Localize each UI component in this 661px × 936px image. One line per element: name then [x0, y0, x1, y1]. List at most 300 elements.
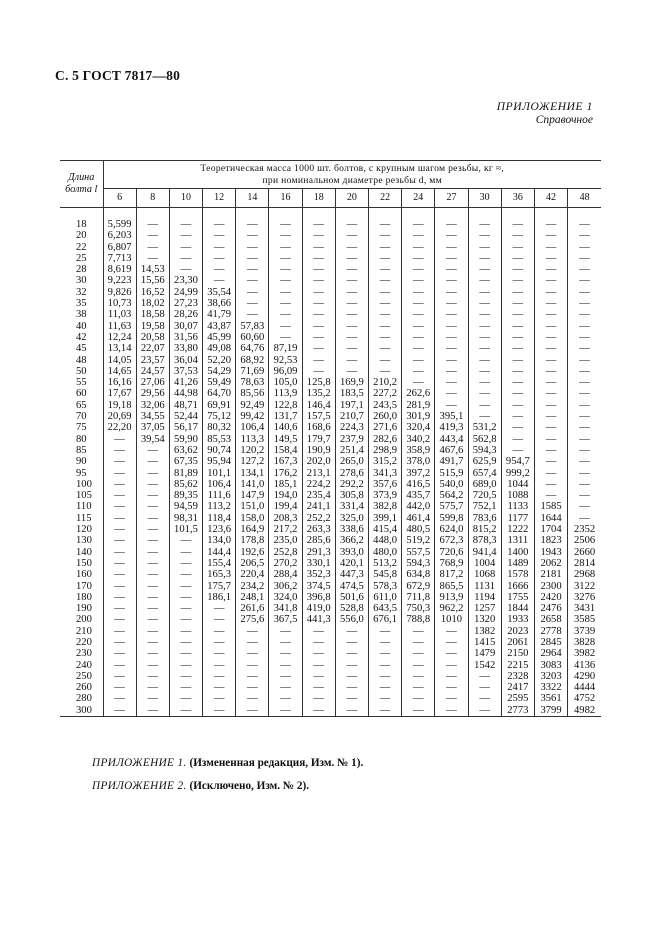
mass-cell: — [435, 637, 468, 648]
mass-cell: — [169, 637, 202, 648]
mass-cell: 33,80 [169, 343, 202, 354]
mass-cell: 135,2 [302, 388, 335, 399]
mass-cell: 320,4 [402, 422, 435, 433]
mass-cell: — [169, 558, 202, 569]
mass-cell: 134,1 [236, 468, 269, 479]
mass-cell: 2023 [501, 626, 534, 637]
mass-cell: 224,3 [335, 422, 368, 433]
mass-cell: — [169, 569, 202, 580]
diameter-header: 16 [269, 188, 302, 207]
bolt-length-cell: 20 [76, 230, 87, 242]
mass-cell: 251,4 [335, 445, 368, 456]
mass-cell: 56,17 [169, 422, 202, 433]
mass-cell: — [402, 253, 435, 264]
mass-cell: — [435, 343, 468, 354]
mass-cell: 2062 [534, 558, 567, 569]
mass-cell: — [302, 219, 335, 230]
mass-cell: — [468, 411, 501, 422]
mass-cell: 18,02 [136, 298, 169, 309]
mass-cell: 96,09 [269, 366, 302, 377]
spacer-cell [169, 208, 202, 220]
mass-cell: — [203, 626, 236, 637]
mass-cell: — [568, 355, 601, 366]
spacer-cell [269, 208, 302, 220]
mass-cell: — [136, 501, 169, 512]
mass-cell: — [501, 321, 534, 332]
mass-cell: 234,2 [236, 581, 269, 592]
mass-cell: 16,52 [136, 287, 169, 298]
mass-cell: — [169, 682, 202, 693]
bolt-length-cell: 60 [76, 388, 87, 400]
mass-cell: 1068 [468, 569, 501, 580]
mass-cell: — [369, 309, 402, 320]
mass-cell: 1704 [534, 524, 567, 535]
mass-cell: 330,1 [302, 558, 335, 569]
mass-cell: 419,3 [435, 422, 468, 433]
mass-cell: — [302, 705, 335, 717]
mass-cell: — [501, 264, 534, 275]
mass-cell: — [369, 219, 402, 230]
mass-cell: — [468, 705, 501, 717]
mass-cell: — [501, 411, 534, 422]
mass-cell: — [203, 230, 236, 241]
bolt-length-cell: 28 [76, 264, 87, 276]
mass-cell: 382,8 [369, 501, 402, 512]
mass-cell: 1823 [534, 535, 567, 546]
mass-cell: 3828 [568, 637, 601, 648]
mass-cell: 338,6 [335, 524, 368, 535]
mass-cell: — [435, 355, 468, 366]
mass-cell: 92,53 [269, 355, 302, 366]
mass-cell: — [335, 332, 368, 343]
table-row [60, 275, 601, 286]
table-row [60, 422, 601, 433]
mass-cell: — [435, 660, 468, 671]
mass-cell: — [534, 298, 567, 309]
mass-cell: 98,31 [169, 513, 202, 524]
table-row [60, 581, 601, 592]
note-appendix-1 [92, 757, 363, 769]
bolt-length-cell: 220 [76, 636, 92, 648]
table-row [60, 434, 601, 445]
mass-cell: 113,2 [203, 501, 236, 512]
mass-cell: — [369, 298, 402, 309]
mass-cell: 750,3 [402, 603, 435, 614]
mass-cell: — [534, 264, 567, 275]
mass-cell: — [169, 626, 202, 637]
mass-cell: — [335, 626, 368, 637]
mass-cell: 2150 [501, 648, 534, 659]
mass-cell: 186,1 [203, 592, 236, 603]
mass-cell: 419,0 [302, 603, 335, 614]
mass-cell: 1382 [468, 626, 501, 637]
mass-cell: — [402, 275, 435, 286]
mass-cell: 448,0 [369, 535, 402, 546]
diameter-header: 36 [501, 188, 534, 207]
mass-cell: — [169, 230, 202, 241]
mass-cell: 164,9 [236, 524, 269, 535]
mass-cell: 331,4 [335, 501, 368, 512]
mass-cell: 7,713 [103, 253, 136, 264]
table-row [60, 479, 601, 490]
mass-cell: 169,9 [335, 377, 368, 388]
mass-cell: — [203, 682, 236, 693]
mass-cell: — [468, 253, 501, 264]
mass-cell: — [103, 603, 136, 614]
mass-cell: 1320 [468, 614, 501, 625]
mass-cell: 491,7 [435, 456, 468, 467]
mass-cell: — [468, 366, 501, 377]
mass-cell: 625,9 [468, 456, 501, 467]
mass-cell: — [236, 637, 269, 648]
mass-cell: 22,07 [136, 343, 169, 354]
table-row [60, 343, 601, 354]
mass-cell: — [402, 660, 435, 671]
mass-cell: 140,6 [269, 422, 302, 433]
mass-cell: 305,8 [335, 490, 368, 501]
mass-cell: 151,0 [236, 501, 269, 512]
mass-cell: 752,1 [468, 501, 501, 512]
mass-cell: — [369, 637, 402, 648]
mass-cell: — [402, 671, 435, 682]
mass-cell: — [302, 671, 335, 682]
mass-cell: — [435, 388, 468, 399]
mass-cell: — [335, 321, 368, 332]
bolt-length-cell: 150 [76, 557, 92, 569]
mass-cell: — [568, 513, 601, 524]
diameter-header: 6 [103, 188, 136, 207]
mass-cell: 19,58 [136, 321, 169, 332]
mass-cell: — [435, 377, 468, 388]
mass-cell: 2181 [534, 569, 567, 580]
mass-cell: — [136, 219, 169, 230]
mass-cell: — [568, 298, 601, 309]
mass-cell: — [501, 219, 534, 230]
bolt-length-cell: 65 [76, 399, 87, 411]
mass-cell: 36,04 [169, 355, 202, 366]
mass-cell: 306,2 [269, 581, 302, 592]
mass-cell: — [236, 671, 269, 682]
mass-cell: 557,5 [402, 547, 435, 558]
mass-cell: — [468, 264, 501, 275]
mass-cell: — [501, 230, 534, 241]
mass-cell: — [302, 648, 335, 659]
mass-cell: 1943 [534, 547, 567, 558]
mass-cell: — [501, 332, 534, 343]
mass-cell: 202,0 [302, 456, 335, 467]
spacer-cell [302, 208, 335, 220]
mass-cell: 90,74 [203, 445, 236, 456]
mass-cell: 545,8 [369, 569, 402, 580]
mass-cell: 4982 [568, 705, 601, 717]
spacer-cell [60, 208, 103, 220]
table-row [60, 355, 601, 366]
mass-cell: — [269, 242, 302, 253]
diameter-header: 8 [136, 188, 169, 207]
mass-cell: 575,7 [435, 501, 468, 512]
bolt-length-cell: 70 [76, 411, 87, 423]
mass-cell: 1004 [468, 558, 501, 569]
mass-cell: 8,619 [103, 264, 136, 275]
mass-cell: 519,2 [402, 535, 435, 546]
mass-cell: — [103, 479, 136, 490]
mass-cell: 81,89 [169, 468, 202, 479]
mass-cell: — [103, 671, 136, 682]
mass-cell: — [402, 705, 435, 717]
mass-cell: 192,6 [236, 547, 269, 558]
spacer-cell [203, 208, 236, 220]
mass-cell: — [302, 253, 335, 264]
mass-cell: 2328 [501, 671, 534, 682]
mass-cell: — [269, 253, 302, 264]
table-row [60, 535, 601, 546]
mass-cell: 14,05 [103, 355, 136, 366]
mass-cell: 261,6 [236, 603, 269, 614]
bolt-length-cell: 120 [76, 524, 92, 536]
mass-cell: 3982 [568, 648, 601, 659]
spacer-cell [402, 208, 435, 220]
mass-cell: — [136, 581, 169, 592]
mass-cell: — [501, 298, 534, 309]
mass-cell: 1479 [468, 648, 501, 659]
mass-cell: — [236, 693, 269, 704]
mass-cell: 1666 [501, 581, 534, 592]
mass-cell: — [136, 603, 169, 614]
mass-cell: 183,5 [335, 388, 368, 399]
mass-cell: — [169, 693, 202, 704]
mass-cell: — [468, 400, 501, 411]
mass-cell: — [435, 309, 468, 320]
mass-cell: 106,4 [236, 422, 269, 433]
table-row [60, 501, 601, 512]
mass-cell: — [369, 648, 402, 659]
mass-cell: — [501, 242, 534, 253]
mass-cell: 14,53 [136, 264, 169, 275]
mass-cell: 480,0 [369, 547, 402, 558]
table-row [60, 682, 601, 693]
mass-cell: 913,9 [435, 592, 468, 603]
mass-cell: — [501, 309, 534, 320]
mass-cell: — [369, 705, 402, 717]
mass-cell: — [369, 287, 402, 298]
mass-cell: — [269, 275, 302, 286]
mass-cell: 224,2 [302, 479, 335, 490]
mass-cell: — [534, 422, 567, 433]
mass-cell: 9,826 [103, 287, 136, 298]
mass-cell: 123,6 [203, 524, 236, 535]
mass-cell: — [269, 637, 302, 648]
mass-cell: 13,14 [103, 343, 136, 354]
mass-cell: — [169, 648, 202, 659]
mass-cell: 3585 [568, 614, 601, 625]
mass-cell: — [468, 693, 501, 704]
mass-cell: — [568, 490, 601, 501]
mass-cell: 11,63 [103, 321, 136, 332]
mass-cell: 18,58 [136, 309, 169, 320]
mass-cell: — [335, 264, 368, 275]
table-row [60, 569, 601, 580]
spacer-cell [103, 208, 136, 220]
mass-cell: — [103, 581, 136, 592]
mass-cell: 373,9 [369, 490, 402, 501]
mass-cell: 416,5 [402, 479, 435, 490]
mass-cell: — [136, 456, 169, 467]
mass-cell: 292,2 [335, 479, 368, 490]
mass-cell: — [103, 569, 136, 580]
mass-cell: 75,12 [203, 411, 236, 422]
mass-cell: — [269, 230, 302, 241]
mass-cell: — [103, 524, 136, 535]
bolt-length-cell: 260 [76, 682, 92, 694]
mass-cell: — [435, 332, 468, 343]
mass-cell: 155,4 [203, 558, 236, 569]
mass-cell: — [302, 343, 335, 354]
mass-cell: — [302, 355, 335, 366]
mass-cell: — [435, 242, 468, 253]
mass-cell: — [568, 264, 601, 275]
mass-cell: 999,2 [501, 468, 534, 479]
spacer-cell [501, 208, 534, 220]
mass-cell: 27,06 [136, 377, 169, 388]
mass-cell: 2660 [568, 547, 601, 558]
mass-cell: 1933 [501, 614, 534, 625]
mass-cell: — [269, 682, 302, 693]
mass-cell: — [402, 230, 435, 241]
mass-cell: 144,4 [203, 547, 236, 558]
mass-cell: 157,5 [302, 411, 335, 422]
mass-cell: 528,8 [335, 603, 368, 614]
mass-cell: 783,6 [468, 513, 501, 524]
mass-cell: — [435, 400, 468, 411]
mass-cell: 59,49 [203, 377, 236, 388]
table-row [60, 705, 601, 717]
mass-cell: 301,9 [402, 411, 435, 422]
mass-cell: 672,3 [435, 535, 468, 546]
mass-cell: 720,6 [435, 547, 468, 558]
mass-cell: — [302, 264, 335, 275]
mass-cell: — [501, 388, 534, 399]
mass-cell: 1489 [501, 558, 534, 569]
mass-cell: — [468, 275, 501, 286]
mass-cell: — [568, 388, 601, 399]
spacer-cell [468, 208, 501, 220]
mass-cell: — [103, 558, 136, 569]
mass-cell: 1133 [501, 501, 534, 512]
mass-cell: 185,1 [269, 479, 302, 490]
mass-cell: — [501, 400, 534, 411]
mass-cell: 1585 [534, 501, 567, 512]
spacer-row [60, 208, 601, 220]
mass-cell: 393,0 [335, 547, 368, 558]
spacer-cell [136, 208, 169, 220]
mass-cell: 442,0 [402, 501, 435, 512]
mass-cell: 32,06 [136, 400, 169, 411]
mass-cell: — [435, 287, 468, 298]
mass-cell: — [534, 400, 567, 411]
mass-cell: — [335, 366, 368, 377]
mass-cell: 3083 [534, 660, 567, 671]
mass-cell: 31,56 [169, 332, 202, 343]
mass-cell: — [203, 671, 236, 682]
table-row [60, 366, 601, 377]
bolt-length-cell: 300 [60, 705, 103, 717]
mass-cell: 3739 [568, 626, 601, 637]
mass-cell: — [369, 230, 402, 241]
mass-cell: — [534, 230, 567, 241]
mass-cell: — [136, 253, 169, 264]
mass-cell: 20,58 [136, 332, 169, 343]
mass-cell: 235,4 [302, 490, 335, 501]
bolt-length-cell: 280 [76, 693, 92, 705]
bolt-length-cell: 42 [76, 331, 87, 343]
mass-cell: 210,7 [335, 411, 368, 422]
mass-cell: 357,6 [369, 479, 402, 490]
mass-cell: — [435, 626, 468, 637]
spacer-cell [435, 208, 468, 220]
mass-cell: 210,2 [369, 377, 402, 388]
mass-cell: — [335, 298, 368, 309]
mass-cell: 237,9 [335, 434, 368, 445]
bolt-length-cell: 90 [76, 456, 87, 468]
mass-cell: 3203 [534, 671, 567, 682]
bolt-length-cell: 100 [76, 478, 92, 490]
mass-cell: 281,9 [402, 400, 435, 411]
mass-cell: 127,2 [236, 456, 269, 467]
mass-cell: 420,1 [335, 558, 368, 569]
mass-cell: 1088 [501, 490, 534, 501]
mass-cell: 19,18 [103, 400, 136, 411]
mass-cell: 12,24 [103, 332, 136, 343]
bolt-length-cell: 45 [76, 343, 87, 355]
mass-cell: — [169, 592, 202, 603]
mass-cell: — [369, 693, 402, 704]
mass-cell: — [435, 253, 468, 264]
mass-cell: — [369, 275, 402, 286]
mass-cell: 2215 [501, 660, 534, 671]
mass-cell: — [369, 682, 402, 693]
mass-cell: — [568, 411, 601, 422]
mass-cell: — [468, 388, 501, 399]
bolt-length-cell: 200 [76, 614, 92, 626]
mass-cell: 106,4 [203, 479, 236, 490]
mass-cell: 578,3 [369, 581, 402, 592]
mass-cell: — [269, 626, 302, 637]
mass-cell: — [468, 355, 501, 366]
mass-cell: — [203, 693, 236, 704]
mass-cell: — [468, 219, 501, 230]
mass-cell: — [435, 219, 468, 230]
table-row [60, 603, 601, 614]
mass-cell: 298,9 [369, 445, 402, 456]
length-header-line1: Длина [68, 172, 95, 183]
mass-cell: 29,56 [136, 388, 169, 399]
mass-cell: — [136, 524, 169, 535]
mass-cell: 6,807 [103, 242, 136, 253]
mass-cell: — [468, 671, 501, 682]
diameter-header: 22 [369, 188, 402, 207]
mass-cell: 2300 [534, 581, 567, 592]
mass-cell: 34,55 [136, 411, 169, 422]
mass-cell: — [103, 456, 136, 467]
mass-cell: — [103, 468, 136, 479]
table-row [60, 547, 601, 558]
mass-cell: 415,4 [369, 524, 402, 535]
mass-cell: — [236, 648, 269, 659]
mass-cell: 556,0 [335, 614, 368, 625]
mass-cell: — [302, 693, 335, 704]
mass-cell: 1177 [501, 513, 534, 524]
mass-cell: 23,57 [136, 355, 169, 366]
